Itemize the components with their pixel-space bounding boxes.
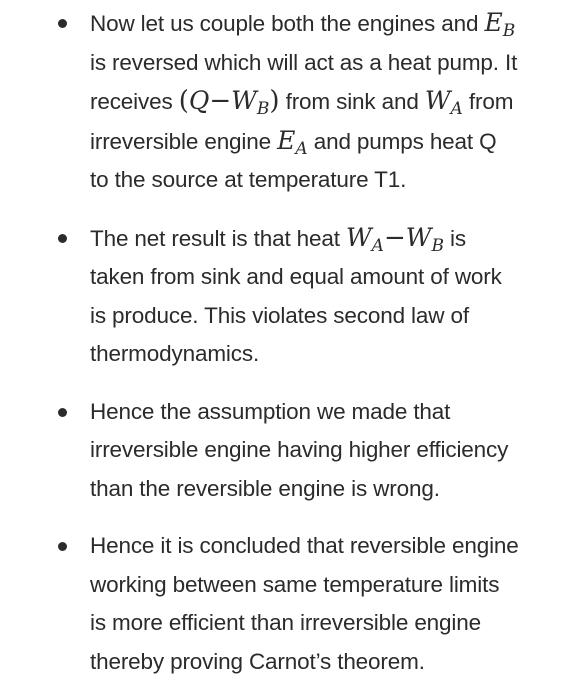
math-variable: W	[345, 222, 372, 252]
text-line: to the source at temperature T1.	[90, 167, 407, 192]
text-line: is reversed which will act as a heat pump. It	[90, 49, 518, 75]
math-variable: W	[424, 86, 451, 115]
bullet-list	[0, 4, 580, 681]
math-paren: (	[178, 86, 189, 116]
text-line: Hence the assumption we made that	[90, 398, 451, 424]
math-variable: W	[231, 86, 257, 115]
text-line: is produce. This violates second law of	[90, 302, 469, 328]
math-operator: −	[209, 86, 232, 116]
text-line: than the reversible engine is wrong.	[90, 475, 440, 501]
text-line	[90, 122, 566, 162]
list-item	[0, 393, 580, 509]
list-item	[0, 527, 580, 681]
text-segment: is	[443, 225, 466, 251]
text-segment: receives	[90, 89, 179, 114]
math-expression	[277, 125, 308, 159]
math-expression	[424, 86, 463, 119]
text-line: thereby proving Carnot’s theorem.	[90, 648, 425, 674]
text-segment: Now let us couple both the engines and	[90, 11, 485, 36]
bullet-dot	[58, 408, 67, 417]
math-subscript: A	[295, 138, 308, 159]
math-expression	[345, 222, 444, 256]
bullet-dot	[58, 234, 67, 243]
text-segment: from	[462, 89, 514, 114]
text-line	[90, 82, 566, 122]
text-segment: and pumps heat Q	[307, 128, 497, 154]
text-line	[90, 4, 566, 44]
math-variable: E	[484, 8, 503, 37]
math-paren: )	[269, 86, 280, 116]
text-line: thermodynamics.	[90, 341, 260, 366]
math-expression	[484, 8, 516, 41]
text-line	[90, 219, 566, 259]
text-segment: from sink and	[279, 89, 425, 114]
text-segment: The net result is that heat	[90, 225, 346, 251]
math-subscript: A	[371, 235, 384, 256]
math-variable: E	[277, 125, 296, 155]
text-line: taken from sink and equal amount of work	[90, 264, 502, 289]
math-subscript: A	[450, 99, 463, 119]
math-subscript: B	[256, 99, 270, 119]
math-operator: −	[383, 222, 406, 253]
text-line: working between same temperature limits	[90, 571, 500, 597]
bullet-dot	[58, 542, 67, 551]
text-line: is more efficient than irreversible engine	[90, 610, 481, 635]
text-line: irreversible engine having higher efficiency	[90, 437, 509, 462]
bullet-dot	[58, 19, 67, 28]
list-item	[0, 4, 580, 200]
math-subscript: B	[431, 235, 444, 256]
text-segment: irreversible engine	[90, 128, 278, 154]
math-subscript: B	[502, 21, 516, 41]
math-variable: Q	[188, 86, 210, 115]
math-variable: W	[405, 222, 432, 252]
list-item	[0, 219, 580, 374]
math-expression	[178, 86, 280, 119]
text-line: Hence it is concluded that reversible engine	[90, 533, 519, 558]
